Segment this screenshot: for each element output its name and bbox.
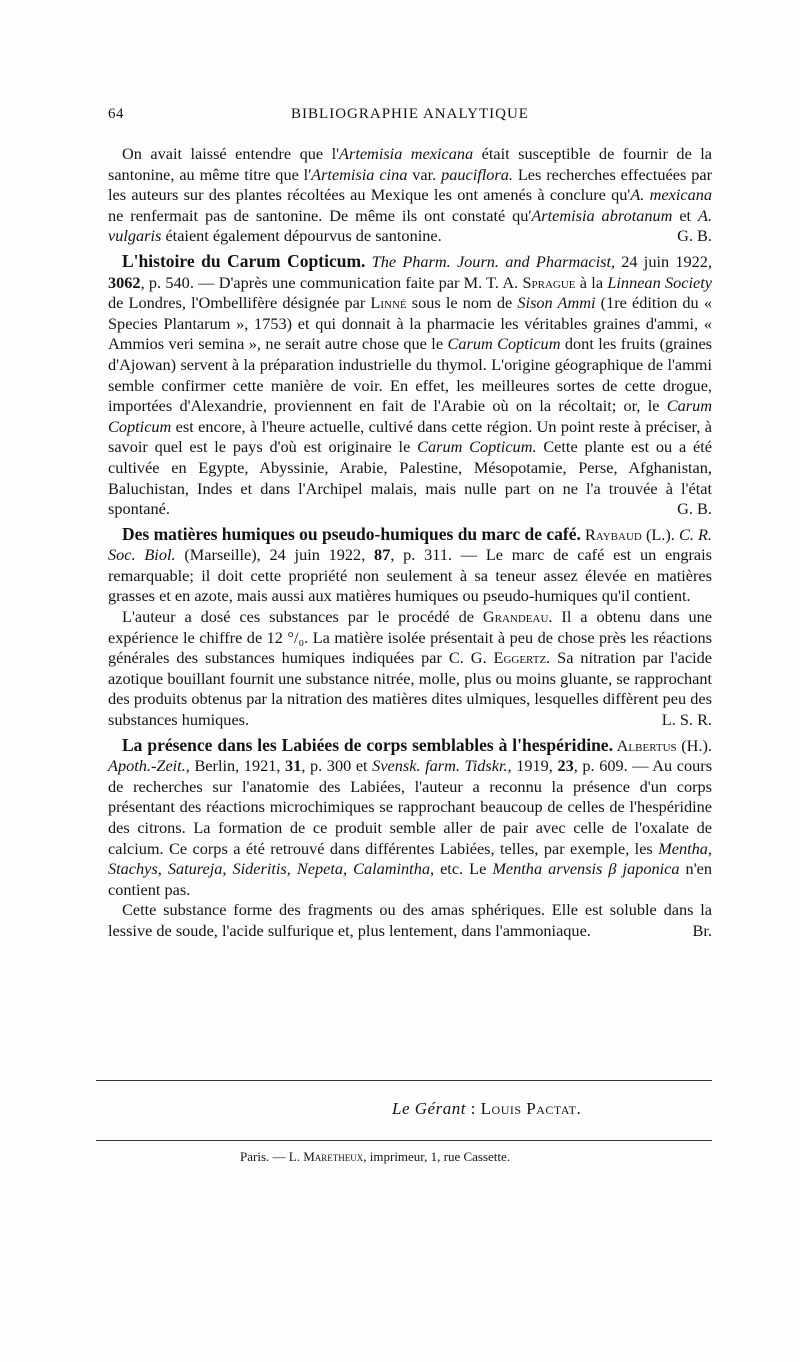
article-humic: Des matières humiques ou pseudo-humiques du marc de café. Raybaud (L.). C. R. Soc. Biol. (Marseille), 24 juin 1922, 87, p. 311. — Le marc de café est un engrais remarquable; il doit cette propriété non seulement à sa teneur assez élevée en matières grasses et en azote, mais aussi aux matières humiques ou pseudo-humiques qu'il contient. — [108, 523, 713, 606]
article-carum: L'histoire du Carum Copticum. The Pharm. Journ. and Pharmacist, 24 juin 1922, 3062, p. 540. — D'après une communication faite par M. T. A. Sprague à la Linnean Society de Londres, l'Ombellifère désignée par Linné sous le nom de Sison Ammi (1re édition du « Species Plantarum », 1753) et qui donnait à la pharmacie les véritables graines d'ammi, « Ammios veri semina », ne serait autre chose que le Carum Copticum dont les fruits (graines d'Ajowan) servent à la préparation industrielle du thymol. L'origine géographique de l'ammi semble confirmer cette manière de voir. En effet, les meilleures sortes de cette drogue, importées d'Alexandrie, proviennent en fait de l'Arabie où on la récoltait; or, le Carum Copticum est encore, à l'heure actuelle, cultivé dans cette région. Un point reste à préciser, à savoir quel est le pays d'où est originaire le Carum Copticum. Cette plante est ou a été cultivée en Egypte, Abyssinie, Arabie, Palestine, Mésopotamie, Perse, Afghanistan, Baluchistan, Indes et dans l'Archipel malais, mais nulle part on ne l'a trouvée à l'état spontané. G. B. — [108, 250, 713, 519]
page-body — [108, 144, 712, 942]
article-signature: G. B. — [677, 499, 712, 519]
intro-paragraph: On avait laissé entendre que l'Artemisia mexicana était susceptible de fournir de la santonine, au même titre que l'Artemisia cina var. pauciflora. Les recherches effectuées par les auteurs sur des plantes récoltées au Mexique les ont amenés à conclure qu'A. mexicana ne renfermait pas de santonine. De même ils ont constaté qu'Artemisia abrotanum et A. vulgaris étaient également dépourvus de santonine. G. B. — [108, 144, 713, 246]
article-title: Des matières humiques ou pseudo-humiques du marc de café. — [122, 523, 581, 544]
article-humic-paragraph-2: L'auteur a dosé ces substances par le procédé de Grandeau. Il a obtenu dans une expérience le chiffre de 12 °/₀. La matière isolée présentait à peu de chose près les réactions générales des substances humiques indiquées par C. G. Eggertz. Sa nitration par l'acide azotique bouillant fournit une substance nitrée, molle, plus ou moins gluante, se rapprochant des produits obtenus par la nitration des matières dites ulmiques, lesquelles diffèrent peu des substances humiques. L. S. R. — [108, 607, 712, 730]
divider-rule — [96, 1140, 712, 1141]
article-labiees-paragraph-2: Cette substance forme des fragments ou des amas sphériques. Elle est soluble dans la lessive de soude, l'acide sulfurique et, plus lentement, dans l'ammoniaque. Br. — [108, 900, 712, 940]
printer-imprint: Paris. — L. Maretheux, imprimeur, 1, rue Cassette. — [240, 1149, 511, 1164]
article-signature: L. S. R. — [661, 710, 712, 730]
divider-rule — [96, 1080, 712, 1081]
running-title: BIBLIOGRAPHIE ANALYTIQUE — [291, 106, 529, 122]
page-number: 64 — [108, 106, 124, 122]
gerant-line: Le Gérant : Louis Pactat. — [392, 1099, 582, 1118]
intro-signature: G. B. — [677, 226, 712, 246]
article-title: L'histoire du Carum Copticum. — [122, 250, 366, 271]
article-signature: Br. — [692, 920, 712, 940]
page-header — [108, 106, 712, 128]
article-title: La présence dans les Labiées de corps semblables à l'hespéridine. — [122, 734, 613, 755]
article-labiees: La présence dans les Labiées de corps semblables à l'hespéridine. Albertus (H.). Apoth.-Zeit., Berlin, 1921, 31, p. 300 et Svensk. farm. Tidskr., 1919, 23, p. 609. — Au cours de recherches sur l'anatomie des Labiées, l'auteur a reconnu la présence d'un corps présentant des réactions microchimiques se rapprochant beaucoup de celles de l'hespéridine des citrons. La formation de ce produit semble aller de pair avec celle de l'oxalate de calcium. Ce corps a été retrouvé dans différentes Labiées, telles, par exemple, les Mentha, Stachys, Satureja, Sideritis, Nepeta, Calamintha, etc. Le Mentha arvensis β japonica n'en contient pas. — [108, 734, 713, 899]
